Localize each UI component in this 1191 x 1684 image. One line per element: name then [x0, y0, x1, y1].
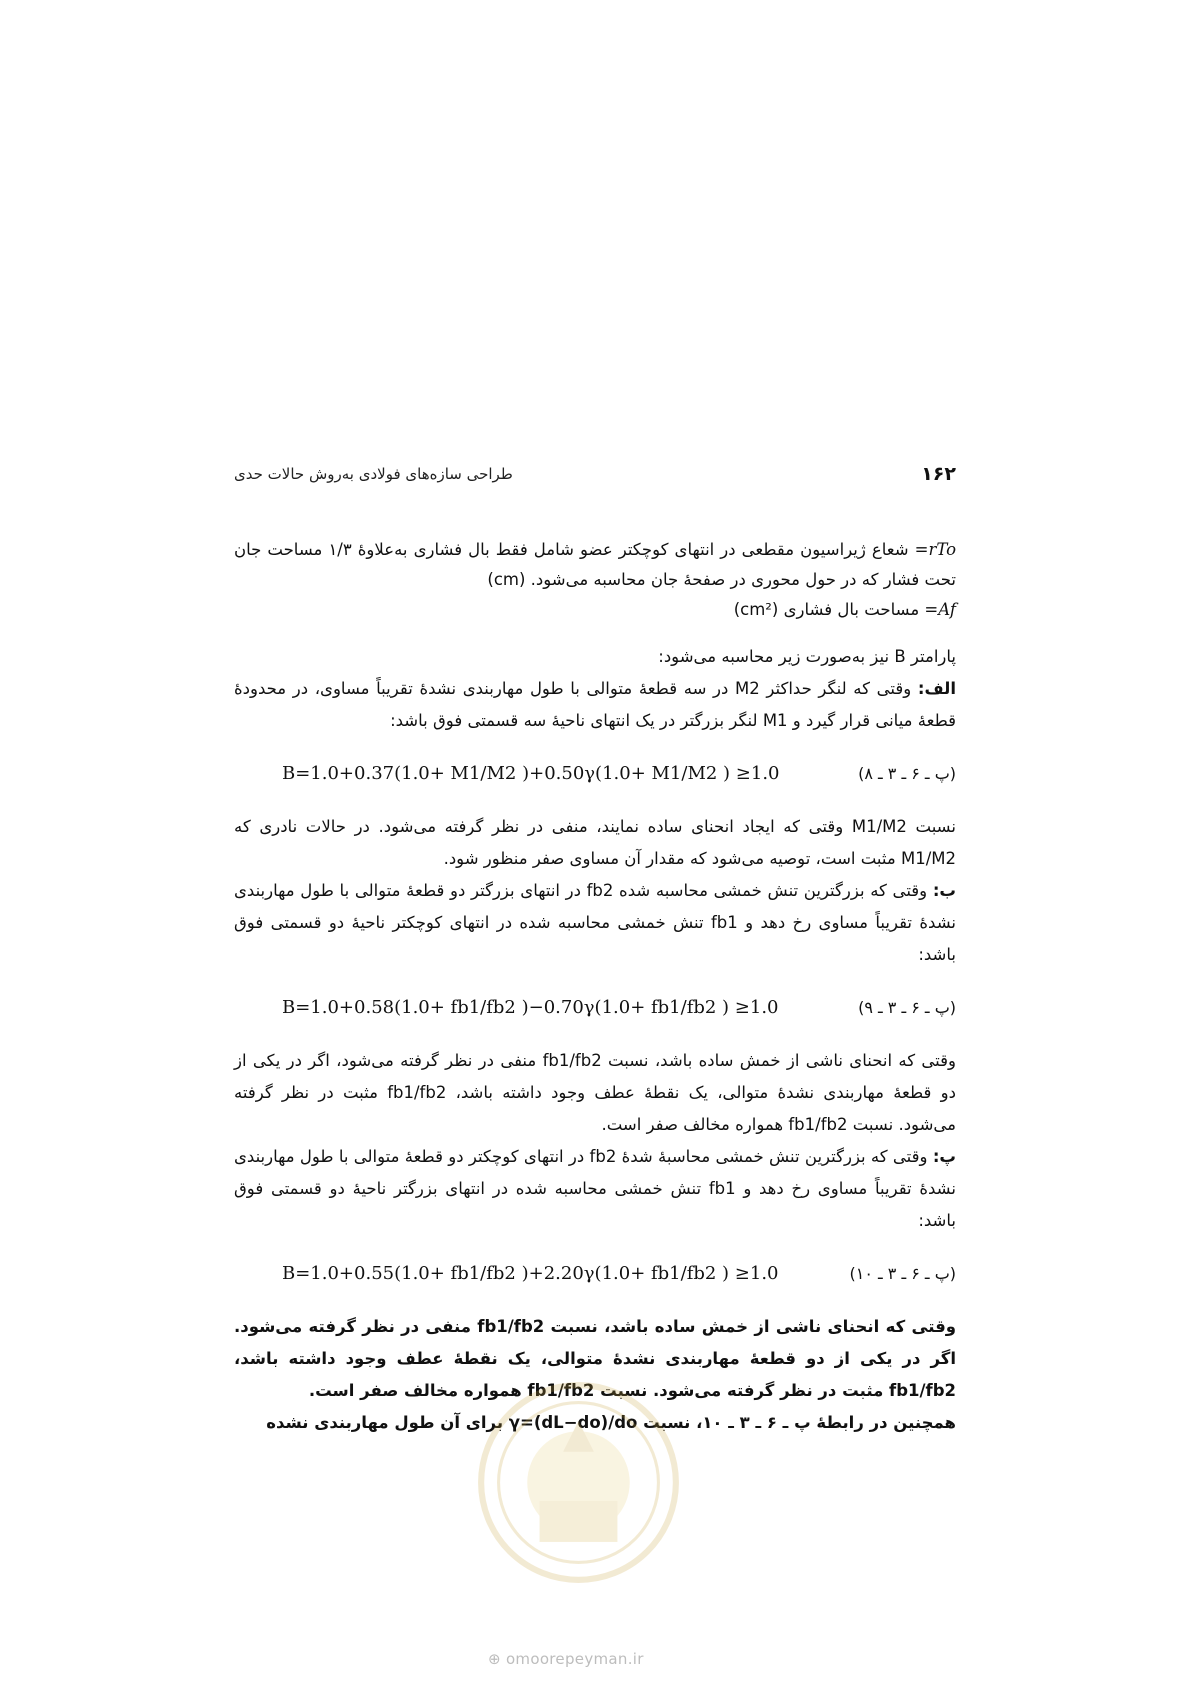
case-a-paragraph: [234, 673, 956, 737]
case-b-paragraph: [234, 875, 956, 971]
note-a-paragraph: نسبت M1/M2 وقتی که ایجاد انحنای ساده نمایند، منفی در نظر گرفته می‌شود. در حالات نادری که M1/M2 مثبت است، توصیه می‌شود که مقدار آن مساوی صفر منظور شود.: [234, 817, 956, 868]
case-b-text: وقتی که بزرگترین تنش خمشی محاسبه شده fb2 در انتهای بزرگتر دو قطعهٔ متوالی با طول مهاربندی نشدهٔ تقریباً مساوی رخ دهد و fb1 تنش خمشی محاسبه شده در انتهای کوچکتر ناحیهٔ دو قسمتی فوق باشد:: [234, 881, 957, 964]
af-text: = مساحت بال فشاری (cm²): [733, 600, 939, 619]
globe-icon: ⊕: [488, 1650, 501, 1668]
case-a-lead: الف:: [917, 679, 956, 698]
note-b-paragraph: وقتی که انحنای ناشی از خمش ساده باشد، نسبت fb1/fb2 منفی در نظر گرفته می‌شود، اگر در یکی از دو قطعهٔ مهاربندی نشدهٔ متوالی، یک نقطهٔ عطف وجود داشته باشد، fb1/fb2 مثبت در نظر گرفته می‌شود. نسبت fb1/fb2 همواره مخالف صفر است.: [234, 1051, 956, 1134]
case-c-lead: پ:: [932, 1147, 956, 1166]
case-c-text: وقتی که بزرگترین تنش خمشی محاسبهٔ شدهٔ fb2 در انتهای کوچکتر دو قطعهٔ متوالی با طول مهاربندی نشدهٔ تقریباً مساوی رخ دهد و fb1 تنش خمشی محاسبه شده در انتهای بزرگتر ناحیهٔ دو قسمتی فوق باشد:: [234, 1147, 956, 1230]
equation-8: [234, 737, 956, 811]
equation-9-label: (پ ـ ۶ ـ ۳ ـ ۹): [858, 998, 956, 1017]
case-a-text: وقتی که لنگر حداکثر M2 در سه قطعهٔ متوالی با طول مهاربندی نشدهٔ تقریباً مساوی، در محدودهٔ قطعهٔ میانی قرار گیرد و M1 لنگر بزرگتر در یک انتهای ناحیهٔ سه قسمتی فوق باشد:: [234, 679, 956, 730]
equation-8-label: (پ ـ ۶ ـ ۳ ـ ۸): [858, 764, 956, 783]
af-symbol: Af: [938, 600, 956, 619]
equation-10-formula: B=1.0+0.55(1.0+ fb1/fb2 )+2.20γ(1.0+ fb1/fb2 ) ≥1.0: [282, 1263, 779, 1284]
note-c-paragraph: وقتی که انحنای ناشی از خمش ساده باشد، نسبت fb1/fb2 منفی در نظر گرفته می‌شود. اگر در یکی از دو قطعهٔ مهاربندی نشدهٔ متوالی، یک نقطهٔ عطف وجود داشته باشد، fb1/fb2 مثبت در نظر گرفته می‌شود. نسبت fb1/fb2 همواره مخالف صفر است.: [234, 1317, 956, 1400]
rto-symbol: rTo: [928, 540, 956, 559]
page-body: [234, 535, 956, 1439]
definition-af: [234, 595, 956, 625]
footer-url-text: omoorepeyman.ir: [505, 1650, 644, 1668]
closing-paragraph: همچنین در رابطهٔ پ ـ ۶ ـ ۳ ـ ۱۰، نسبت γ=(dL−do)/do برای آن طول مهاربندی نشده: [266, 1413, 956, 1432]
page-number: ۱۶۲: [921, 463, 956, 485]
equation-10: [234, 1237, 956, 1311]
equation-9-formula: B=1.0+0.58(1.0+ fb1/fb2 )−0.70γ(1.0+ fb1/fb2 ) ≥1.0: [282, 997, 779, 1018]
footer-url: [488, 1650, 644, 1668]
definition-rto: [234, 535, 956, 595]
running-title: طراحی سازه‌های فولادی به‌روش حالات حدی: [234, 465, 513, 483]
rto-text: = شعاع ژیراسیون مقطعی در انتهای کوچکتر عضو شامل فقط بال فشاری به‌علاوهٔ ۱/۳ مساحت جان تحت فشار که در حول محوری در صفحهٔ جان محاسبه می‌شود. (cm): [234, 540, 956, 589]
page-header: [234, 463, 956, 487]
equation-10-label: (پ ـ ۶ ـ ۳ ـ ۱۰): [849, 1264, 956, 1283]
intro-paragraph: پارامتر B نیز به‌صورت زیر محاسبه می‌شود:: [658, 647, 956, 666]
case-c-paragraph: [234, 1141, 956, 1237]
equation-8-formula: B=1.0+0.37(1.0+ M1/M2 )+0.50γ(1.0+ M1/M2 ) ≥1.0: [282, 763, 780, 784]
case-b-lead: ب:: [932, 881, 956, 900]
equation-9: [234, 971, 956, 1045]
